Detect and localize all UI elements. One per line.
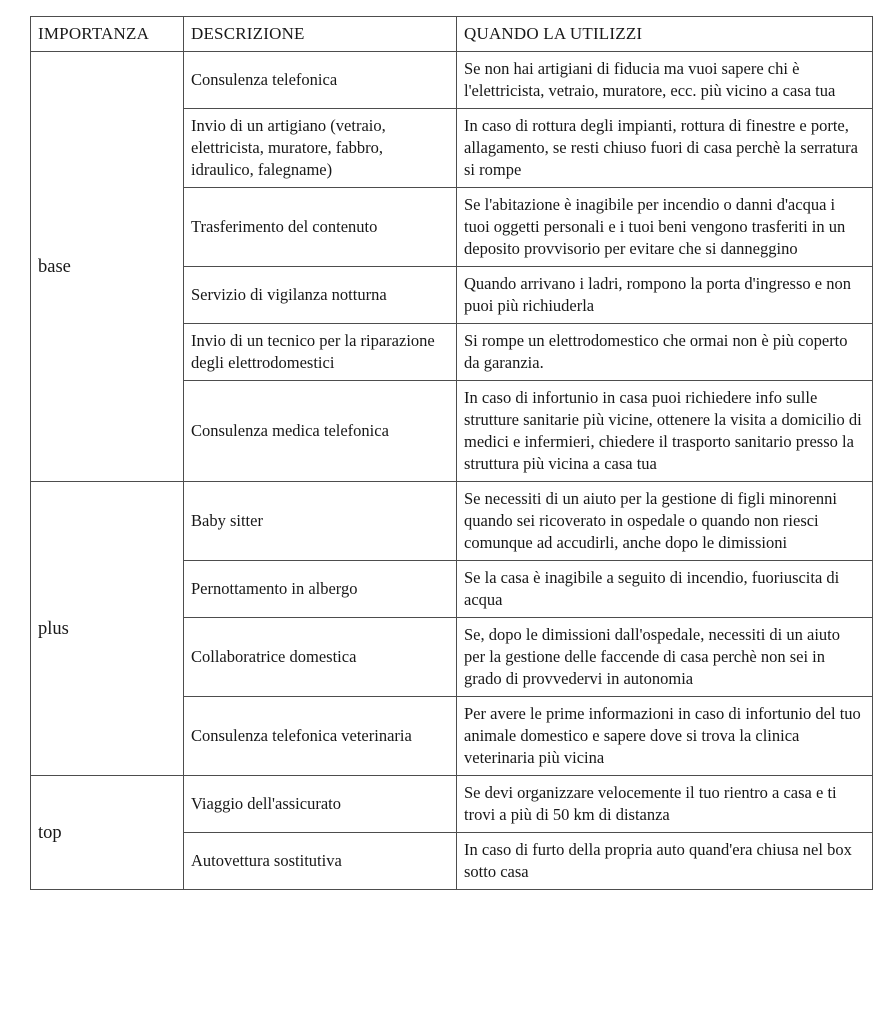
usage-description-cell: In caso di rottura degli impianti, rottura di finestre e porte, allagamento, se resti chiuso fuori di casa perchè la serratura si rompe — [457, 109, 873, 188]
usage-description-cell: Quando arrivano i ladri, rompono la porta d'ingresso e non puoi più richiuderla — [457, 267, 873, 324]
group-label-top: top — [31, 776, 184, 890]
col-header-importanza: IMPORTANZA — [31, 17, 184, 52]
usage-description-cell: Se l'abitazione è inagibile per incendio o danni d'acqua i tuoi oggetti personali e i tuoi beni vengono trasferiti in un deposito provvisorio per evitare che si danneggino — [457, 188, 873, 267]
service-name-cell: Invio di un tecnico per la riparazione degli elettrodomestici — [184, 324, 457, 381]
usage-description-cell: Si rompe un elettrodomestico che ormai non è più coperto da garanzia. — [457, 324, 873, 381]
service-name-cell: Collaboratrice domestica — [184, 618, 457, 697]
service-name-cell: Consulenza telefonica veterinaria — [184, 697, 457, 776]
group-label-base: base — [31, 52, 184, 482]
service-name-cell: Consulenza telefonica — [184, 52, 457, 109]
table-row — [31, 52, 873, 109]
usage-description-cell: Se non hai artigiani di fiducia ma vuoi sapere chi è l'elettricista, vetraio, muratore, ecc. più vicino a casa tua — [457, 52, 873, 109]
service-name-cell: Autovettura sostitutiva — [184, 833, 457, 890]
table-row — [31, 776, 873, 833]
usage-description-cell: Se la casa è inagibile a seguito di incendio, fuoriuscita di acqua — [457, 561, 873, 618]
service-name-cell: Trasferimento del contenuto — [184, 188, 457, 267]
table-row — [31, 482, 873, 561]
table-header-row — [31, 17, 873, 52]
usage-description-cell: In caso di furto della propria auto quand'era chiusa nel box sotto casa — [457, 833, 873, 890]
service-name-cell: Invio di un artigiano (vetraio, elettricista, muratore, fabbro, idraulico, falegname) — [184, 109, 457, 188]
service-name-cell: Servizio di vigilanza notturna — [184, 267, 457, 324]
usage-description-cell: Se necessiti di un aiuto per la gestione di figli minorenni quando sei ricoverato in ospedale o quando non riesci comunque ad accudirli, anche dopo le dimissioni — [457, 482, 873, 561]
col-header-quando: QUANDO LA UTILIZZI — [457, 17, 873, 52]
service-name-cell: Pernottamento in albergo — [184, 561, 457, 618]
group-label-plus: plus — [31, 482, 184, 776]
services-table — [30, 16, 873, 890]
col-header-descrizione: DESCRIZIONE — [184, 17, 457, 52]
usage-description-cell: In caso di infortunio in casa puoi richiedere info sulle strutture sanitarie più vicine, ottenere la visita a domicilio di medici e infermieri, chiedere il trasporto sanitario presso la struttura più vicina a casa tua — [457, 381, 873, 482]
service-name-cell: Baby sitter — [184, 482, 457, 561]
service-name-cell: Consulenza medica telefonica — [184, 381, 457, 482]
usage-description-cell: Se devi organizzare velocemente il tuo rientro a casa e ti trovi a più di 50 km di distanza — [457, 776, 873, 833]
service-name-cell: Viaggio dell'assicurato — [184, 776, 457, 833]
usage-description-cell: Se, dopo le dimissioni dall'ospedale, necessiti di un aiuto per la gestione delle faccende di casa perchè non sei in grado di provvedervi in autonomia — [457, 618, 873, 697]
usage-description-cell: Per avere le prime informazioni in caso di infortunio del tuo animale domestico e sapere dove si trova la clinica veterinaria più vicina — [457, 697, 873, 776]
